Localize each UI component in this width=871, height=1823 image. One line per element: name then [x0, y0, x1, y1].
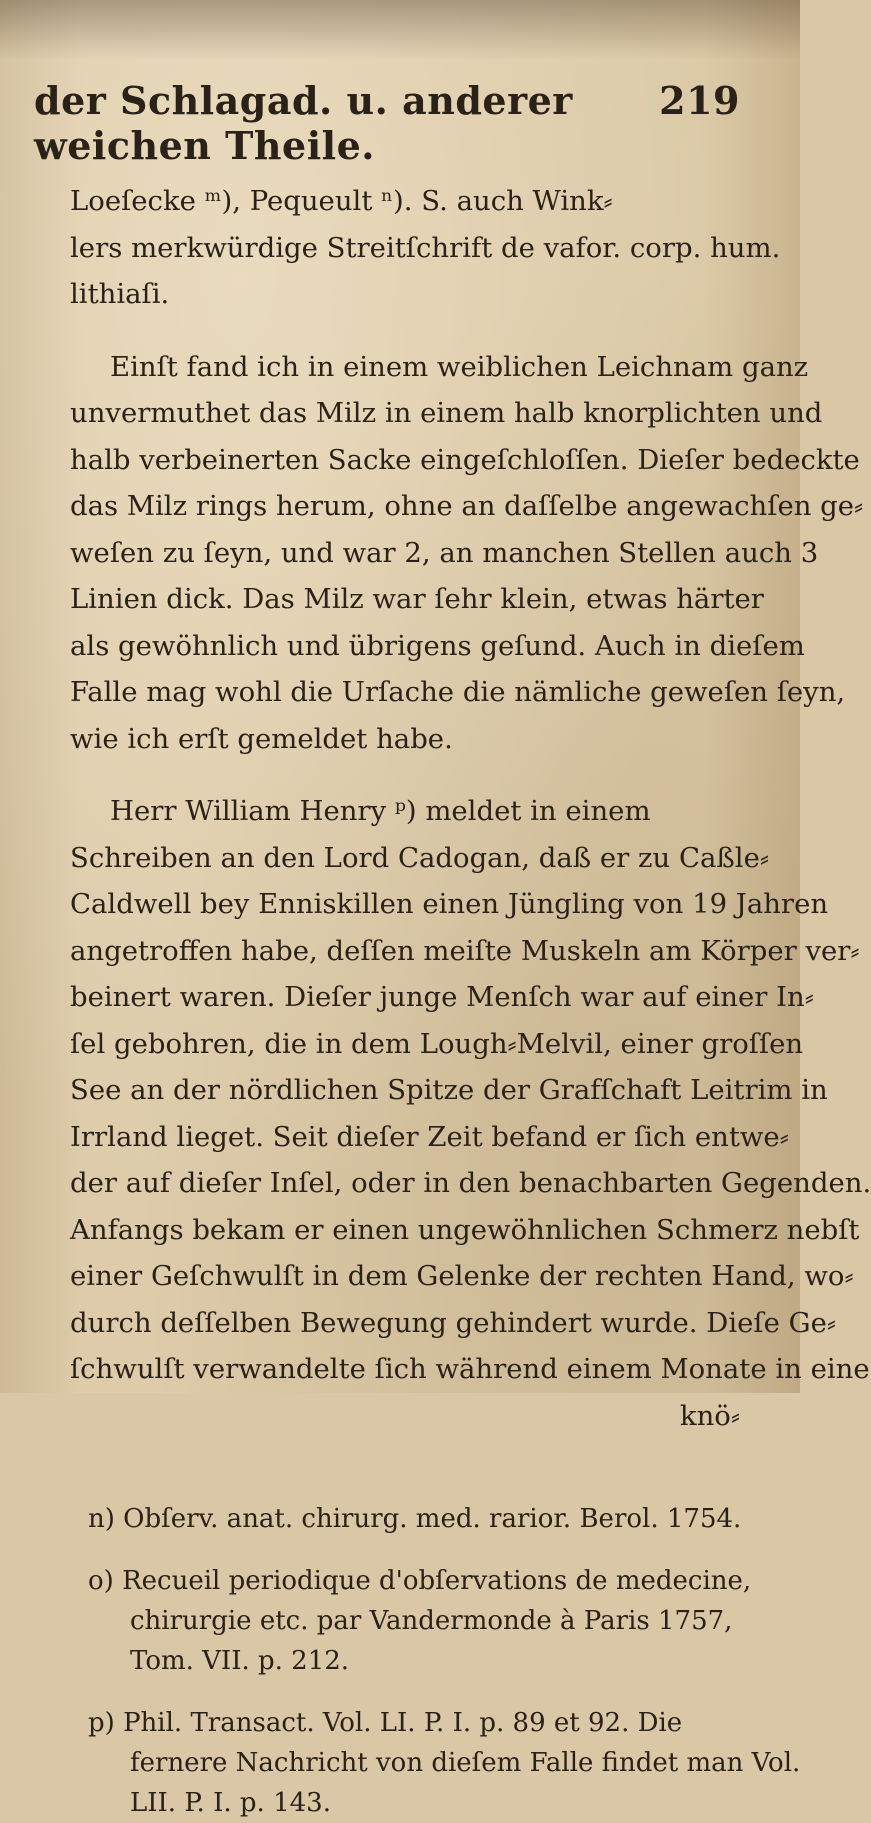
page-number: 219 — [659, 78, 740, 123]
text-line: der auf dieſer Inſel, oder in den benachbarten Gegenden. — [70, 1167, 871, 1199]
footnote-line: Tom. VII. p. 212. — [130, 1646, 350, 1676]
text-line: Schreiben an den Lord Cadogan, daß er zu Caßle⸗ — [70, 841, 770, 874]
text-line: angetroffen habe, deſſen meiſte Muskeln am Körper ver⸗ — [70, 934, 860, 967]
text-line: See an der nördlichen Spitze der Grafſchaft Leitrim in — [70, 1074, 828, 1106]
text-line: ſel gebohren, die in dem Lough⸗Melvil, einer groſſen — [70, 1027, 804, 1060]
text-line: Anfangs bekam er einen ungewöhnlichen Schmerz nebſt — [70, 1213, 860, 1246]
text-line: Einſt fand ich in einem weiblichen Leichnam ganz — [110, 350, 809, 383]
footnotes — [70, 1499, 801, 1823]
text-line: beinert waren. Dieſer junge Menſch war auf einer In⸗ — [70, 981, 814, 1013]
text-line: Linien dick. Das Milz war ſehr klein, etwas härter — [70, 583, 764, 615]
footnote-o — [70, 1561, 752, 1681]
text-line: unvermuthet das Milz in einem halb knorplichten und — [70, 397, 823, 429]
text-line: als gewöhnlich und übrigens geſund. Auch in dieſem — [70, 629, 805, 662]
paragraph-3 — [70, 788, 871, 1439]
page-edge-shadow — [0, 0, 800, 60]
text-line: Herr William Henry ᵖ) meldet in einem — [110, 795, 651, 827]
text-line: halb verbeinerten Sacke eingeſchloſſen. Dieſer bedeckte — [70, 443, 860, 476]
footnote-line: LII. P. I. p. 143. — [130, 1788, 331, 1818]
footnote-line — [70, 1499, 740, 1539]
running-title: der Schlagad. u. anderer weichen Theile. — [34, 78, 573, 168]
text-line: weſen zu ſeyn, und war 2, an manchen Stellen auch 3 — [70, 536, 819, 569]
footnote-mark: n) — [88, 1504, 115, 1534]
text-line: durch deſſelben Bewegung gehindert wurde. Dieſe Ge⸗ — [70, 1306, 836, 1339]
text-line: Irrland lieget. Seit dieſer Zeit befand er ſich entwe⸗ — [70, 1120, 789, 1153]
footnote-mark: o) — [88, 1566, 114, 1596]
text-line: Falle mag wohl die Urſache die nämliche geweſen ſeyn, — [70, 676, 846, 708]
text-line: wie ich erſt gemeldet habe. — [70, 722, 453, 755]
footnote-line: chirurgie etc. par Vandermonde à Paris 1757, — [130, 1606, 733, 1636]
footnote-text: Obſerv. anat. chirurg. med. rarior. Berol. 1754. — [123, 1504, 742, 1534]
body-text — [70, 178, 871, 1439]
page-header — [34, 78, 740, 168]
footnote-mark: p) — [88, 1708, 115, 1738]
footnote-line — [70, 1561, 752, 1601]
footnote-text: Phil. Transact. Vol. LI. P. I. p. 89 et 92. Die — [123, 1708, 683, 1738]
text-line: Loeſecke ᵐ), Pequeult ⁿ). S. auch Wink⸗ — [70, 185, 613, 217]
footnote-text: Recueil periodique d'obſervations de medecine, — [122, 1566, 752, 1596]
footnote-line: fernere Nachricht von dieſem Falle findet man Vol. — [130, 1748, 801, 1778]
text-line: einer Geſchwulſt in dem Gelenke der rechten Hand, wo⸗ — [70, 1260, 854, 1292]
paragraph-2 — [70, 344, 864, 763]
text-line: Caldwell bey Enniskillen einen Jüngling von 19 Jahren — [70, 888, 829, 920]
footnote-n — [70, 1499, 740, 1539]
footnote-p — [70, 1703, 801, 1823]
text-line: ſchwulſt verwandelte ſich während einem Monate in eine — [70, 1353, 870, 1385]
footnote-line — [70, 1703, 740, 1743]
paragraph-1 — [70, 178, 781, 318]
text-line: lithiaſi. — [70, 278, 170, 310]
text-line: das Milz rings herum, ohne an daſſelbe angewachſen ge⸗ — [70, 490, 864, 522]
catchword: knö⸗ — [679, 1399, 740, 1432]
text-line: lers merkwürdige Streitſchrift de vafor. corp. hum. — [70, 231, 781, 264]
